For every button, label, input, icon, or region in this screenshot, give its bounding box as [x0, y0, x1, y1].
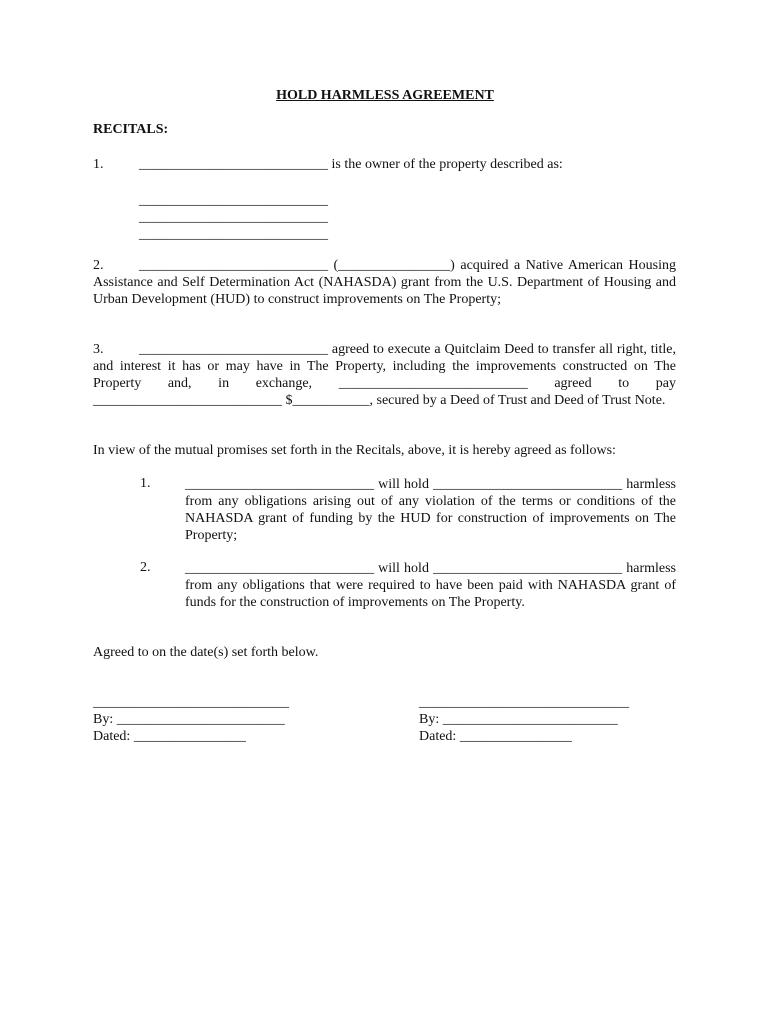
recital-3-text: ___________________________ agreed to execute a Quitclaim Deed to transfer all right, title, and interest it has or may have in The Property, including the improvements constructed on The Property and, in exchange, ___________________________ agreed to pay ___________________________ $___________, secured by a Deed of Trust and Deed of Trust Note. [93, 342, 676, 408]
intro-paragraph: In view of the mutual promises set forth in the Recitals, above, it is hereby agreed as follows: [93, 443, 616, 458]
owner-blank: ___________________________ [139, 157, 328, 172]
signature-by-left: By: ________________________ [93, 712, 285, 727]
recital-3-paragraph [93, 341, 676, 409]
agreement-2-text: ___________________________ will hold ___________________________ harmless from any obligations that were required to have been paid with NAHASDA grant of funds for the construction of improvements on The Property. [185, 561, 676, 610]
agreed-line: Agreed to on the date(s) set forth below. [93, 645, 319, 660]
signature-line-right: ______________________________ [419, 695, 629, 710]
owner-description-text: is the owner of the property described as: [328, 157, 563, 172]
property-description-line: ___________________________ [139, 227, 328, 242]
recital-1-number: 1. [93, 157, 104, 172]
property-description-line: ___________________________ [139, 193, 328, 208]
agreement-1-number: 1. [140, 476, 151, 491]
recital-2-text: ___________________________ (________________) acquired a Native American Housing Assistance and Self Determination Act (NAHASDA) grant from the U.S. Department of Housing and Urban Development (HUD) to construct improvements on The Property; [93, 258, 676, 307]
recital-2-number: 2. [93, 258, 104, 273]
recital-2-paragraph [93, 257, 676, 308]
recitals-heading: RECITALS: [93, 122, 169, 137]
document-title: HOLD HARMLESS AGREEMENT [276, 88, 494, 103]
signature-by-right: By: _________________________ [419, 712, 618, 727]
signature-dated-left: Dated: ________________ [93, 729, 246, 744]
signature-line-left: ____________________________ [93, 695, 289, 710]
recital-1-text [139, 157, 563, 173]
signature-dated-right: Dated: ________________ [419, 729, 572, 744]
recital-3-number: 3. [93, 342, 104, 357]
agreement-1-text: ___________________________ will hold ___________________________ harmless from any obligations arising out of any violation of the terms or conditions of the NAHASDA grant of funding by the HUD for construction of improvements on The Property; [185, 477, 676, 543]
agreement-2-number: 2. [140, 560, 151, 575]
property-description-line: ___________________________ [139, 210, 328, 225]
